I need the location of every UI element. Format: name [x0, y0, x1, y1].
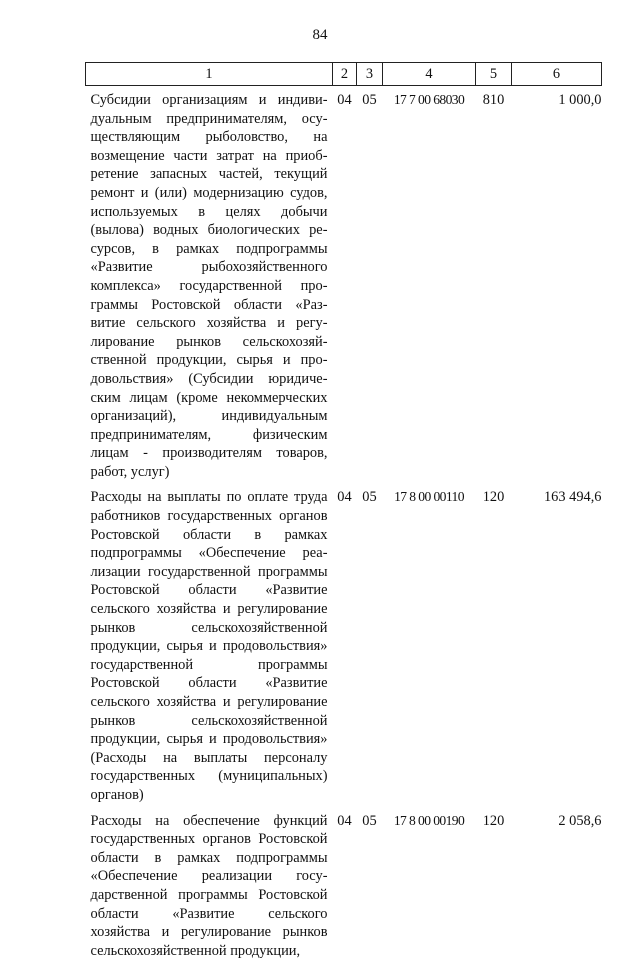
header-col-2: 2 [333, 63, 357, 86]
table-body [86, 86, 602, 962]
table-row [86, 86, 602, 484]
row-section: 04 [333, 807, 357, 962]
row-section: 04 [333, 483, 357, 806]
header-col-4: 4 [383, 63, 476, 86]
row-expense-type: 810 [476, 86, 512, 484]
header-col-6: 6 [512, 63, 602, 86]
header-col-5: 5 [476, 63, 512, 86]
row-name: Расходы на выплаты по оплате труда работников государственных органов Ростовской области в рамках подпрограммы «Обеспечение реализации государственной программы Ростовской области «Развитие сельского хозяйства и регулирование рынков сельскохозяйственной продукции, сырья и продовольствия» государственной программы Ростовской области «Развитие сельского хозяйства и регулирование рынков сельскохозяйственной продукции, сырья и продовольствия» (Расходы на выплаты персоналу государственных (муниципальных) органов) [86, 483, 333, 806]
table-row [86, 483, 602, 806]
table-row [86, 807, 602, 962]
header-col-3: 3 [357, 63, 383, 86]
header-row [86, 63, 602, 86]
table-header [86, 63, 602, 86]
row-target-article: 17 8 00 00110 [383, 483, 476, 806]
row-expense-type: 120 [476, 483, 512, 806]
row-target-article: 17 8 00 00190 [383, 807, 476, 962]
row-target-article: 17 7 00 68030 [383, 86, 476, 484]
row-name: Субсидии организациям и индивидуальным предпринимателям, осуществляющим рыболовство, на возмещение части затрат на приобретение запасных частей, текущий ремонт и (или) модернизацию судов, используемых в целях добычи (вылова) водных биологических ресурсов, в рамках подпрограммы «Развитие рыбохозяйственного комплекса» государственной программы Ростовской области «Развитие сельского хозяйства и регулирование рынков сельскохозяйственной продукции, сырья и продовольствия» (Субсидии юридическим лицам (кроме некоммерческих организаций), индивидуальным предпринимателям, физическим лицам - производителям товаров, работ, услуг) [86, 86, 333, 484]
row-amount: 163 494,6 [512, 483, 602, 806]
row-section: 04 [333, 86, 357, 484]
page-number: 84 [0, 26, 640, 44]
row-amount: 2 058,6 [512, 807, 602, 962]
row-subsection: 05 [357, 86, 383, 484]
row-expense-type: 120 [476, 807, 512, 962]
row-subsection: 05 [357, 807, 383, 962]
row-subsection: 05 [357, 483, 383, 806]
row-name: Расходы на обеспечение функций государственных органов Ростовской области в рамках подпрограммы «Обеспечение реализации государственной программы Ростовской области «Развитие сельского хозяйства и регулирование рынков сельскохозяйственной продукции, [86, 807, 333, 962]
header-col-1: 1 [86, 63, 333, 86]
budget-table [85, 62, 602, 962]
row-amount: 1 000,0 [512, 86, 602, 484]
